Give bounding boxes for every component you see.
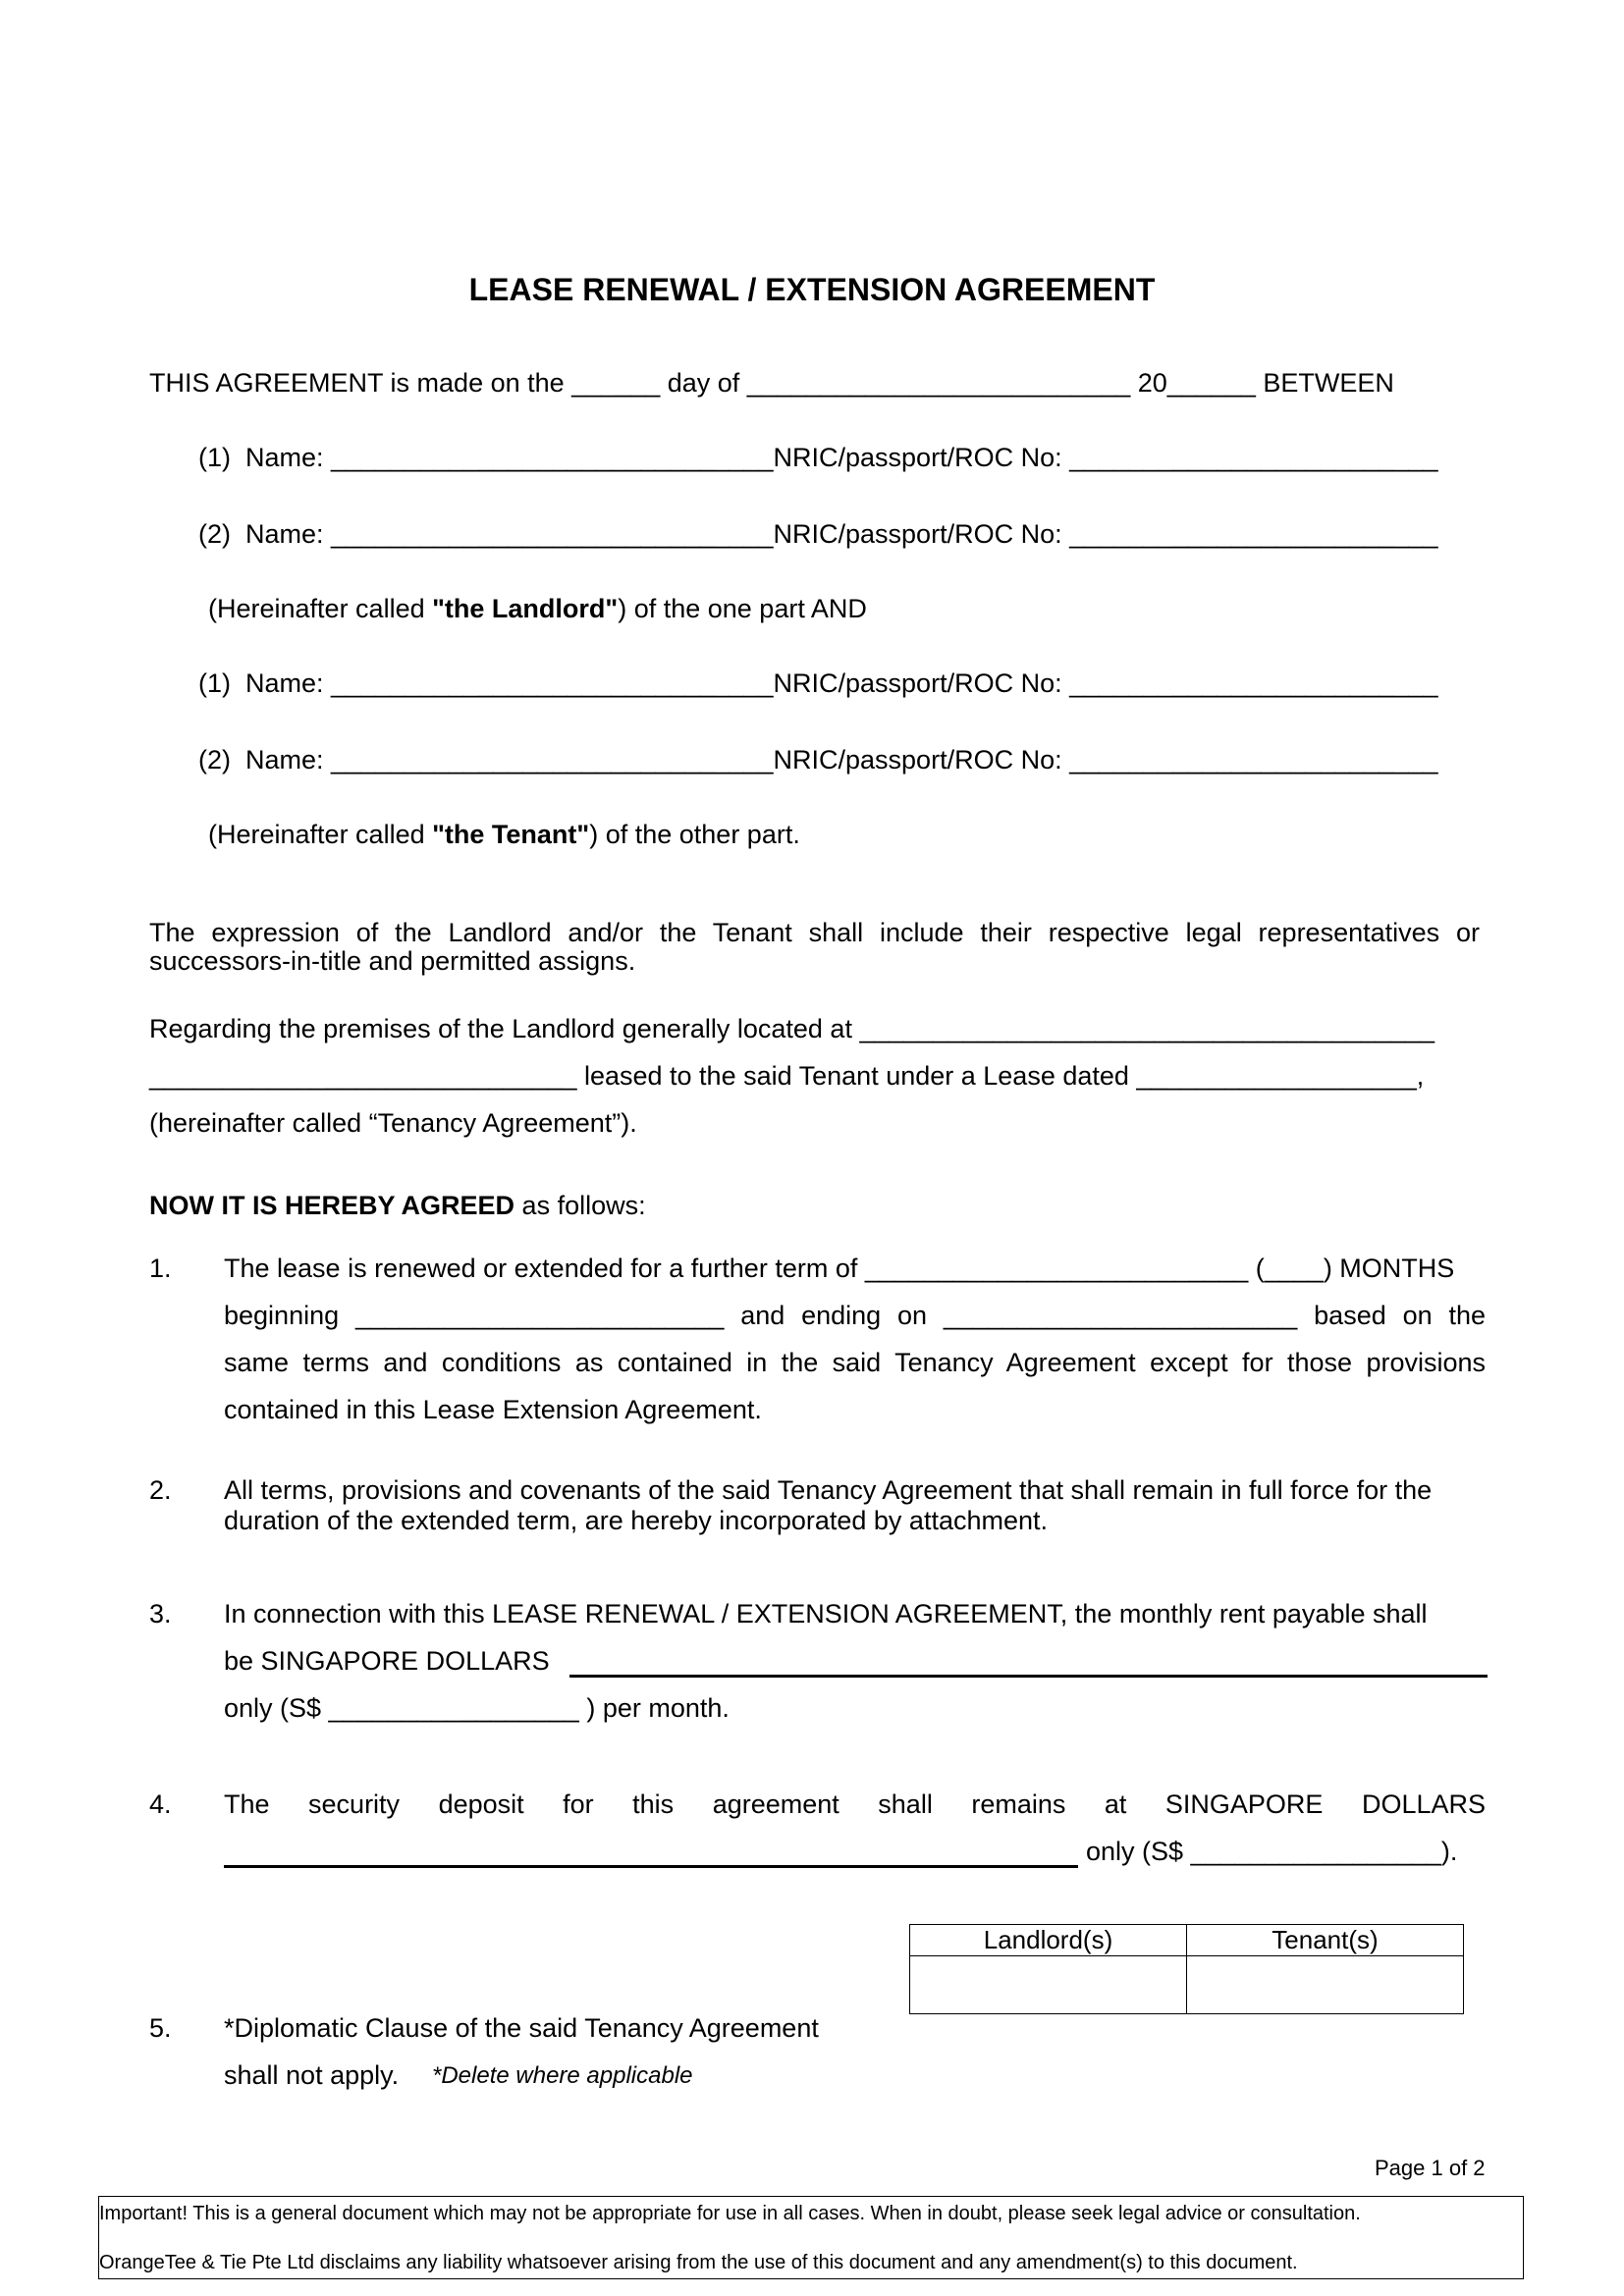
clause-4-number: 4.: [149, 1789, 172, 1819]
tenant-definition: (Hereinafter called "the Tenant") of the other part.: [208, 820, 800, 849]
tenant-column-header: Tenant(s): [1187, 1925, 1463, 1956]
agreed-heading: NOW IT IS HEREBY AGREED as follows:: [149, 1191, 646, 1220]
tenant-party-1: (1) Name: ______________________________NRIC/passport/ROC No: _________________________: [198, 668, 1438, 698]
clause-3-line-1: In connection with this LEASE RENEWAL / EXTENSION AGREEMENT, the monthly rent payable shall: [224, 1599, 1428, 1629]
tenant-initials-cell[interactable]: [1187, 1956, 1463, 2013]
clause-1-number: 1.: [149, 1254, 172, 1283]
clause-2-number: 2.: [149, 1475, 172, 1505]
clause-3-line-3: only (S$ _________________ ) per month.: [224, 1693, 730, 1723]
page-number: Page 1 of 2: [1375, 2156, 1486, 2180]
landlord-party-2: (2) Name: ______________________________NRIC/passport/ROC No: _________________________: [198, 519, 1438, 549]
landlord-initials-cell[interactable]: [910, 1956, 1187, 2013]
clause-4-line-2: only (S$ _________________).: [1086, 1837, 1458, 1866]
tenant-party-2: (2) Name: ______________________________NRIC/passport/ROC No: _________________________: [198, 745, 1438, 774]
clause-5-line-1: *Diplomatic Clause of the said Tenancy Agreement: [224, 2013, 819, 2043]
clause-3-number: 3.: [149, 1599, 172, 1629]
clause-1-line-3: same terms and conditions as contained in the said Tenancy Agreement except for those provisions: [224, 1348, 1486, 1377]
landlord-party-1: (1) Name: ______________________________NRIC/passport/ROC No: _________________________: [198, 443, 1438, 472]
clause-1-line-1: The lease is renewed or extended for a further term of __________________________ (____) MONTHS: [224, 1254, 1455, 1283]
expression-line-1: The expression of the Landlord and/or the Tenant shall include their respective legal representatives or: [149, 918, 1480, 947]
clause-4-line-1: The security deposit for this agreement shall remains at SINGAPORE DOLLARS: [224, 1789, 1486, 1819]
landlord-column-header: Landlord(s): [910, 1925, 1187, 1956]
initials-table: [909, 1924, 1464, 2014]
deposit-amount-blank: [224, 1865, 1078, 1868]
clause-5-line-2: shall not apply.: [224, 2060, 400, 2090]
clause-5-number: 5.: [149, 2013, 172, 2043]
disclaimer-line-2: OrangeTee & Tie Pte Ltd disclaims any liability whatsoever arising from the use of this document and any amendment(s) to this document.: [99, 2252, 1298, 2273]
delete-note: *Delete where applicable: [432, 2062, 693, 2089]
premises-line-2: _____________________________ leased to the said Tenant under a Lease dated ___________________,: [149, 1061, 1425, 1091]
disclaimer-box: [98, 2196, 1524, 2279]
clause-3-line-2: be SINGAPORE DOLLARS: [224, 1646, 550, 1676]
agreement-intro: THIS AGREEMENT is made on the ______ day of __________________________ 20______ BETWEEN: [149, 368, 1394, 398]
premises-line-3: (hereinafter called “Tenancy Agreement”).: [149, 1108, 637, 1138]
clause-2-line-1: All terms, provisions and covenants of the said Tenancy Agreement that shall remain in full force for the: [224, 1475, 1433, 1505]
premises-line-1: Regarding the premises of the Landlord generally located at _______________________________________: [149, 1014, 1435, 1043]
landlord-definition: (Hereinafter called "the Landlord") of the one part AND: [208, 594, 867, 623]
disclaimer-line-1: Important! This is a general document which may not be appropriate for use in all cases. When in doubt, please seek legal advice or consultation.: [99, 2203, 1361, 2224]
clause-1-line-4: contained in this Lease Extension Agreement.: [224, 1395, 762, 1424]
clause-2-line-2: duration of the extended term, are hereby incorporated by attachment.: [224, 1506, 1049, 1535]
document-title: LEASE RENEWAL / EXTENSION AGREEMENT: [468, 272, 1156, 307]
expression-line-2: successors-in-title and permitted assigns.: [149, 946, 636, 976]
rent-amount-blank: [569, 1675, 1488, 1678]
clause-1-line-2: beginning _________________________ and ending on ________________________ based on the: [224, 1301, 1486, 1330]
